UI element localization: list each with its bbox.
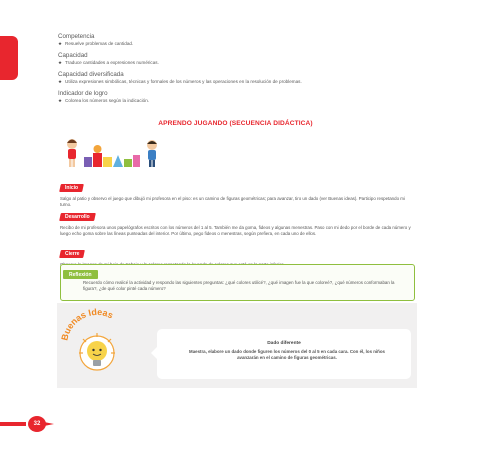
star-icon: ★ — [58, 79, 63, 84]
buenas-ideas-logo-text: Buenas Ideas — [59, 306, 115, 342]
inicio-tag: Inicio — [59, 184, 84, 192]
capacidad-block — [58, 52, 418, 66]
desarrollo-tag: Desarrollo — [59, 213, 95, 221]
inicio-text: Salgo al patio y observo el juego que dibujó mi profesora en el piso: es un camino de figuras geométricas; para avanzar, tiro un dado (ver Buenas ideas). Participo respetando mi turno. — [60, 196, 405, 207]
reflexion-text: Recuerdo cómo realicé la actividad y respondo las siguientes preguntas: ¿qué colores utilicé?, ¿qué imagen fue la que coloreé?, ¿qué números conformaban la figura?, ¿de qué color pinté cada número? — [83, 280, 395, 291]
inicio-section — [60, 176, 415, 207]
capacidad-text: Traduce cantidades a expresiones numéricas. — [65, 60, 159, 65]
page-number-marker — [0, 416, 65, 432]
idea-title: Dado diferente — [267, 341, 301, 346]
competencia-text: Resuelve problemas de cantidad. — [65, 41, 134, 46]
star-icon: ★ — [58, 60, 63, 65]
star-icon: ★ — [58, 41, 63, 46]
desarrollo-text: Recibo de mi profesora unos papelógrafos escritos con los números del 1 al 5. También me da goma, fideos y algunas menestras. Paso con mi dedo por el borde de cada número y luego echo goma sobre las líneas punteadas del interior. Por último, pego fideos o menestras, según prefiera, en cada uno de ellos. — [60, 225, 411, 236]
competencia-title: Competencia — [58, 33, 95, 40]
idea-card — [157, 329, 411, 379]
indicador-text: Colorea los números según la indicación. — [65, 98, 150, 103]
reflexion-box — [60, 264, 415, 301]
capacidad-title: Capacidad — [58, 52, 88, 59]
children-playing-illustration — [60, 135, 165, 170]
red-side-tab — [0, 36, 18, 80]
star-icon: ★ — [58, 98, 63, 103]
section-title: APRENDO JUGANDO (SECUENCIA DIDÁCTICA) — [158, 120, 313, 127]
capacidad-diversificada-title: Capacidad diversificada — [58, 71, 124, 78]
indicador-title: Indicador de logro — [58, 90, 108, 97]
svg-text:Buenas Ideas — [59, 307, 114, 342]
buenas-ideas-panel — [57, 303, 417, 388]
cierre-tag: Cierre — [59, 250, 85, 258]
competencia-block — [58, 33, 418, 47]
idea-text: Maestra, elabore un dado donde figuren los números del 0 al 5 en cada cara. Con él, los niños avanzarán en el camino de figuras geométricas. — [189, 349, 385, 360]
reflexion-tag: Reflexión — [63, 270, 98, 279]
page-number: 32 — [28, 416, 46, 432]
pencil-body — [0, 422, 26, 426]
capacidad-diversificada-block — [58, 71, 418, 85]
capacidad-diversificada-text: Utiliza expresiones simbólicas, técnicas y formales de los números y las operaciones en la resolución de problemas. — [65, 79, 302, 84]
indicador-block — [58, 90, 418, 104]
lightbulb-icon — [59, 305, 135, 385]
desarrollo-section — [60, 205, 415, 236]
competency-list — [58, 33, 418, 109]
